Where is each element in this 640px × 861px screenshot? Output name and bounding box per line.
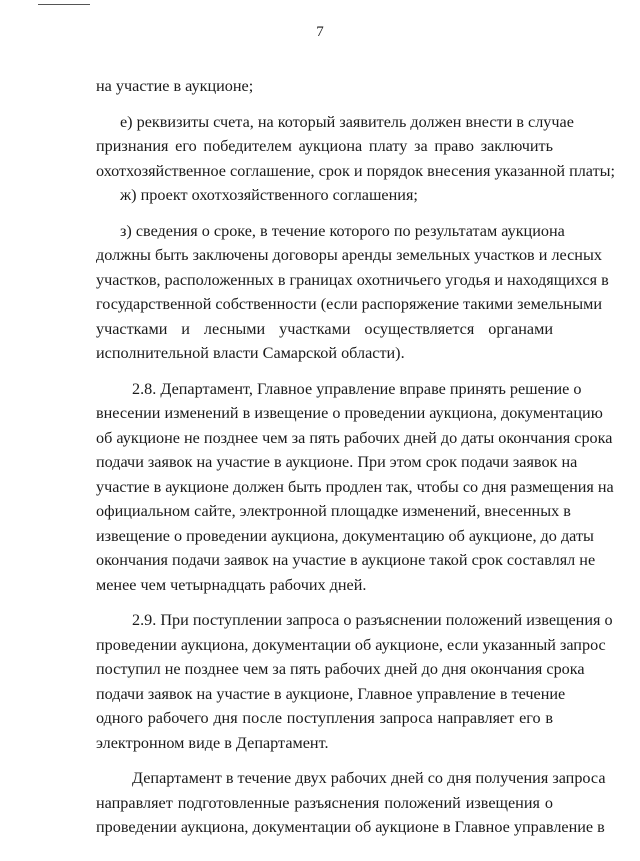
paragraph-item-e	[96, 110, 616, 184]
text-line: участками и лесными участками осуществляется органами	[96, 319, 553, 338]
text-line: государственной собственности (если распоряжение такими земельными	[96, 295, 602, 313]
text-line: ж) проект охотхозяйственного соглашения;	[120, 186, 418, 204]
text-line: проведении аукциона, документации об аукционе, если указанный запрос	[96, 635, 606, 654]
top-rule	[38, 4, 90, 5]
text-line: исполнительной власти Самарской области).	[96, 344, 405, 362]
text-line: участие в аукционе должен быть продлен так, чтобы со дня размещения на	[96, 477, 614, 496]
page-number: 7	[316, 24, 324, 40]
text-line: поступил не позднее чем за пять рабочих дней до дня окончания срока	[96, 660, 585, 678]
text-line: внесении изменений в извещение о проведении аукциона, документацию	[96, 404, 603, 422]
text-line: на участие в аукционе;	[96, 77, 254, 95]
text-line: з) сведения о сроке, в течение которого по результатам аукциона	[120, 221, 565, 240]
text-line: извещение о проведении аукциона, документацию об аукционе, до даты	[96, 526, 594, 545]
document-body	[96, 74, 616, 840]
text-line: направляет подготовленные разъяснения положений извещения о	[96, 793, 553, 812]
text-line: 2.8. Департамент, Главное управление вправе принять решение о	[132, 379, 582, 398]
text-line: должны быть заключены договоры аренды земельных участков и лесных	[96, 246, 602, 264]
paragraph-2-8	[96, 377, 614, 598]
text-line: участков, расположенных в границах охотничьего угодья и находящихся в	[96, 270, 609, 289]
text-line: менее чем четырнадцать рабочих дней.	[96, 575, 367, 594]
text-line: е) реквизиты счета, на который заявитель должен внести в случае	[120, 112, 574, 131]
text-line: об аукционе не позднее чем за пять рабочих дней до даты окончания срока	[96, 428, 613, 447]
paragraph-item-zh	[96, 183, 553, 208]
text-line: окончания подачи заявок на участие в аукционе такой срок составлял не	[96, 551, 596, 569]
text-line: подачи заявок на участие в аукционе, Главное управление в течение	[96, 684, 566, 703]
text-line: проведении аукциона, документации об аукционе в Главное управление в	[96, 818, 605, 836]
text-line: признания его победителем аукциона плату за право заключить	[96, 137, 553, 155]
text-line: подачи заявок на участие в аукционе. При этом срок подачи заявок на	[96, 453, 578, 471]
paragraph-2-9	[96, 608, 613, 755]
paragraph-department	[96, 766, 606, 840]
text-line: одного рабочего дня после поступления запроса направляет его в	[96, 709, 553, 727]
paragraph-item-z	[96, 219, 609, 366]
text-line: Департамент в течение двух рабочих дней со дня получения запроса	[132, 769, 606, 787]
text-line: электронном виде в Департамент.	[96, 733, 329, 752]
paragraph-continuation	[96, 74, 553, 99]
text-line: охотхозяйственное соглашение, срок и порядок внесения указанной платы;	[96, 161, 616, 180]
text-line: официальном сайте, электронной площадке изменений, внесенных в	[96, 502, 571, 520]
text-line: 2.9. При поступлении запроса о разъяснении положений извещения о	[132, 611, 613, 629]
